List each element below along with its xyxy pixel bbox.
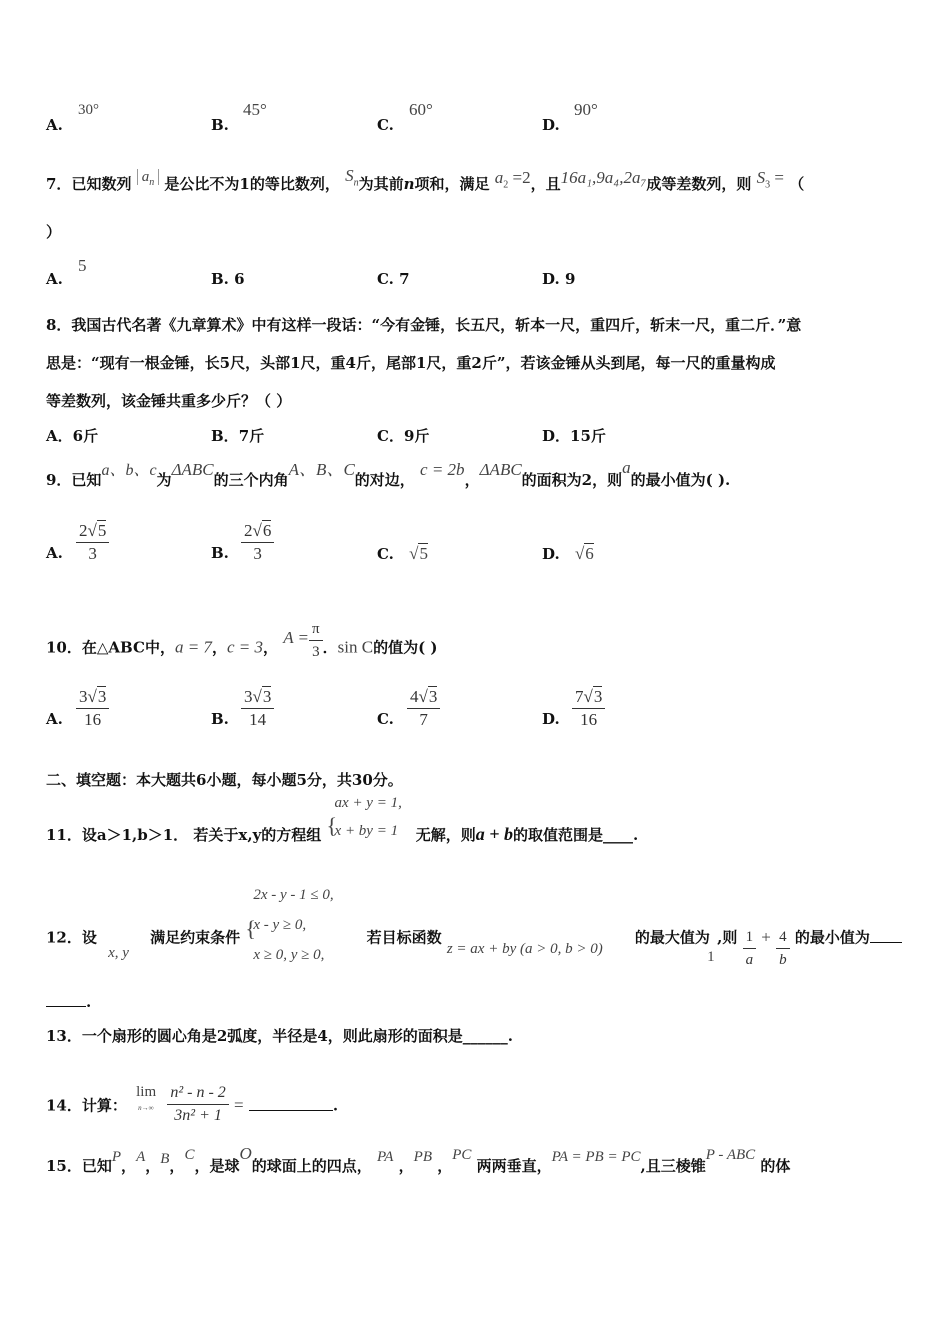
q8-option-d: D．15斤 (542, 427, 606, 445)
q7-option-c: C. 7 (377, 270, 410, 288)
q12-tail: . (46, 992, 91, 1012)
q7-option-a: A. 5 (46, 256, 87, 288)
q6-option-b: B. 45° (211, 100, 267, 134)
q15-stem: 15．已知P，A，B，C，是球O的球面上的四点， PA ，PB ，PC 两两垂直，PA = PB = PC,且三棱锥P - ABC 的体 (46, 1144, 791, 1175)
q10-option-c: C. $\frac{4√3}{7}$ (377, 686, 394, 704)
q6-option-d: D. 90° (542, 100, 598, 134)
q7-option-d: D. 9 (542, 270, 576, 288)
q6-option-c: C. 60° (377, 100, 433, 134)
q9-stem: 9．已知a、b、c为ΔABC的三个内角A、B、C的对边， c = 2b，ΔABC的面积为2，则a的最小值为( ). (46, 458, 731, 489)
q6-option-a: A. 30° (46, 102, 99, 134)
q9-option-d: D. √6 (542, 544, 594, 563)
q11-system: { ax + y = 1, x + by = 1 (326, 795, 402, 839)
q8-option-c: C．9斤 (377, 427, 430, 445)
q8-option-b: B．7斤 (211, 427, 265, 445)
q8-stem: 8．我国古代名著《九章算术》中有这样一段话：“今有金锤，长五尺，斩本一尺，重四斤，斩末一尺，重二斤．”意 思是：“现有一根金锤，长5尺，头部1尺，重4斤，尾部1尺，重2斤”，若该金锤从头到尾，每一尺的重量构成 等差数列，该金锤共重多少斤？（ ） (46, 316, 802, 410)
q13-stem: 13．一个扇形的圆心角是2弧度，半径是4，则此扇形的面积是______. (46, 1027, 513, 1045)
q12-constraints: { 2x - y - 1 ≤ 0, x - y ≥ 0, x ≥ 0, y ≥ 0, (245, 886, 334, 963)
q8-option-a: A．6斤 (46, 427, 99, 445)
q7-paren-close: ） (46, 223, 62, 241)
q9-option-c: C. √5 (377, 544, 428, 563)
section-heading: 二、填空题：本大题共6小题，每小题5分，共30分。 (46, 771, 403, 789)
q9-option-a: A. $\frac{2√5}{3}$ (46, 520, 63, 538)
s3-eq: $S_3$ = (756, 168, 784, 191)
seq-an: $a_n$ (137, 169, 160, 185)
sum-sn: $S_n$ (345, 166, 359, 189)
q11-stem: 11．设a＞1,b＞1． 若关于x,y的方程组 { ax + y = 1, x + by = 1 无解，则a + b的取值范围是____. (46, 795, 639, 844)
q10-stem: 10．在△ABC中，a = 7，c = 3， A = $\frac{\pi}{3}$ ．sin C的值为( ) (46, 626, 438, 671)
q7-option-b: B. 6 (211, 270, 245, 288)
q7-stem: 7．已知数列 $a_n$ 是公比不为1的等比数列， $S_n$为其前n项和，满足 $a_2 =2$，且16a₁,9a₄,2a₇成等差数列，则 $S_3$ = （ (46, 166, 805, 193)
q10-option-b: B. $\frac{3√3}{14}$ (211, 686, 229, 704)
q14-stem: 14．计算： lim n→∞ $\frac{\text{n² - n - 2}}{\text{3n² + 1}}$ = . (46, 1084, 339, 1124)
a2-eq: $a_2 =2$ (494, 168, 531, 191)
q10-option-a: A. $\frac{3√3}{16}$ (46, 686, 63, 704)
q9-option-b: B. $\frac{2√6}{3}$ (211, 520, 229, 538)
q12-stem: 12．设 x, y 满足约束条件 { 2x - y - 1 ≤ 0, x - y ≥ 0, x ≥ 0, y ≥ 0, 若目标函数 z = ax + by (a > 0, b > 0) 的最大值为 1 ,则 $\frac{1}{a}$ + $\frac{4}{b}$ 的最小值为 (46, 916, 902, 961)
q10-option-d: D. $\frac{7√3}{16}$ (542, 686, 560, 704)
